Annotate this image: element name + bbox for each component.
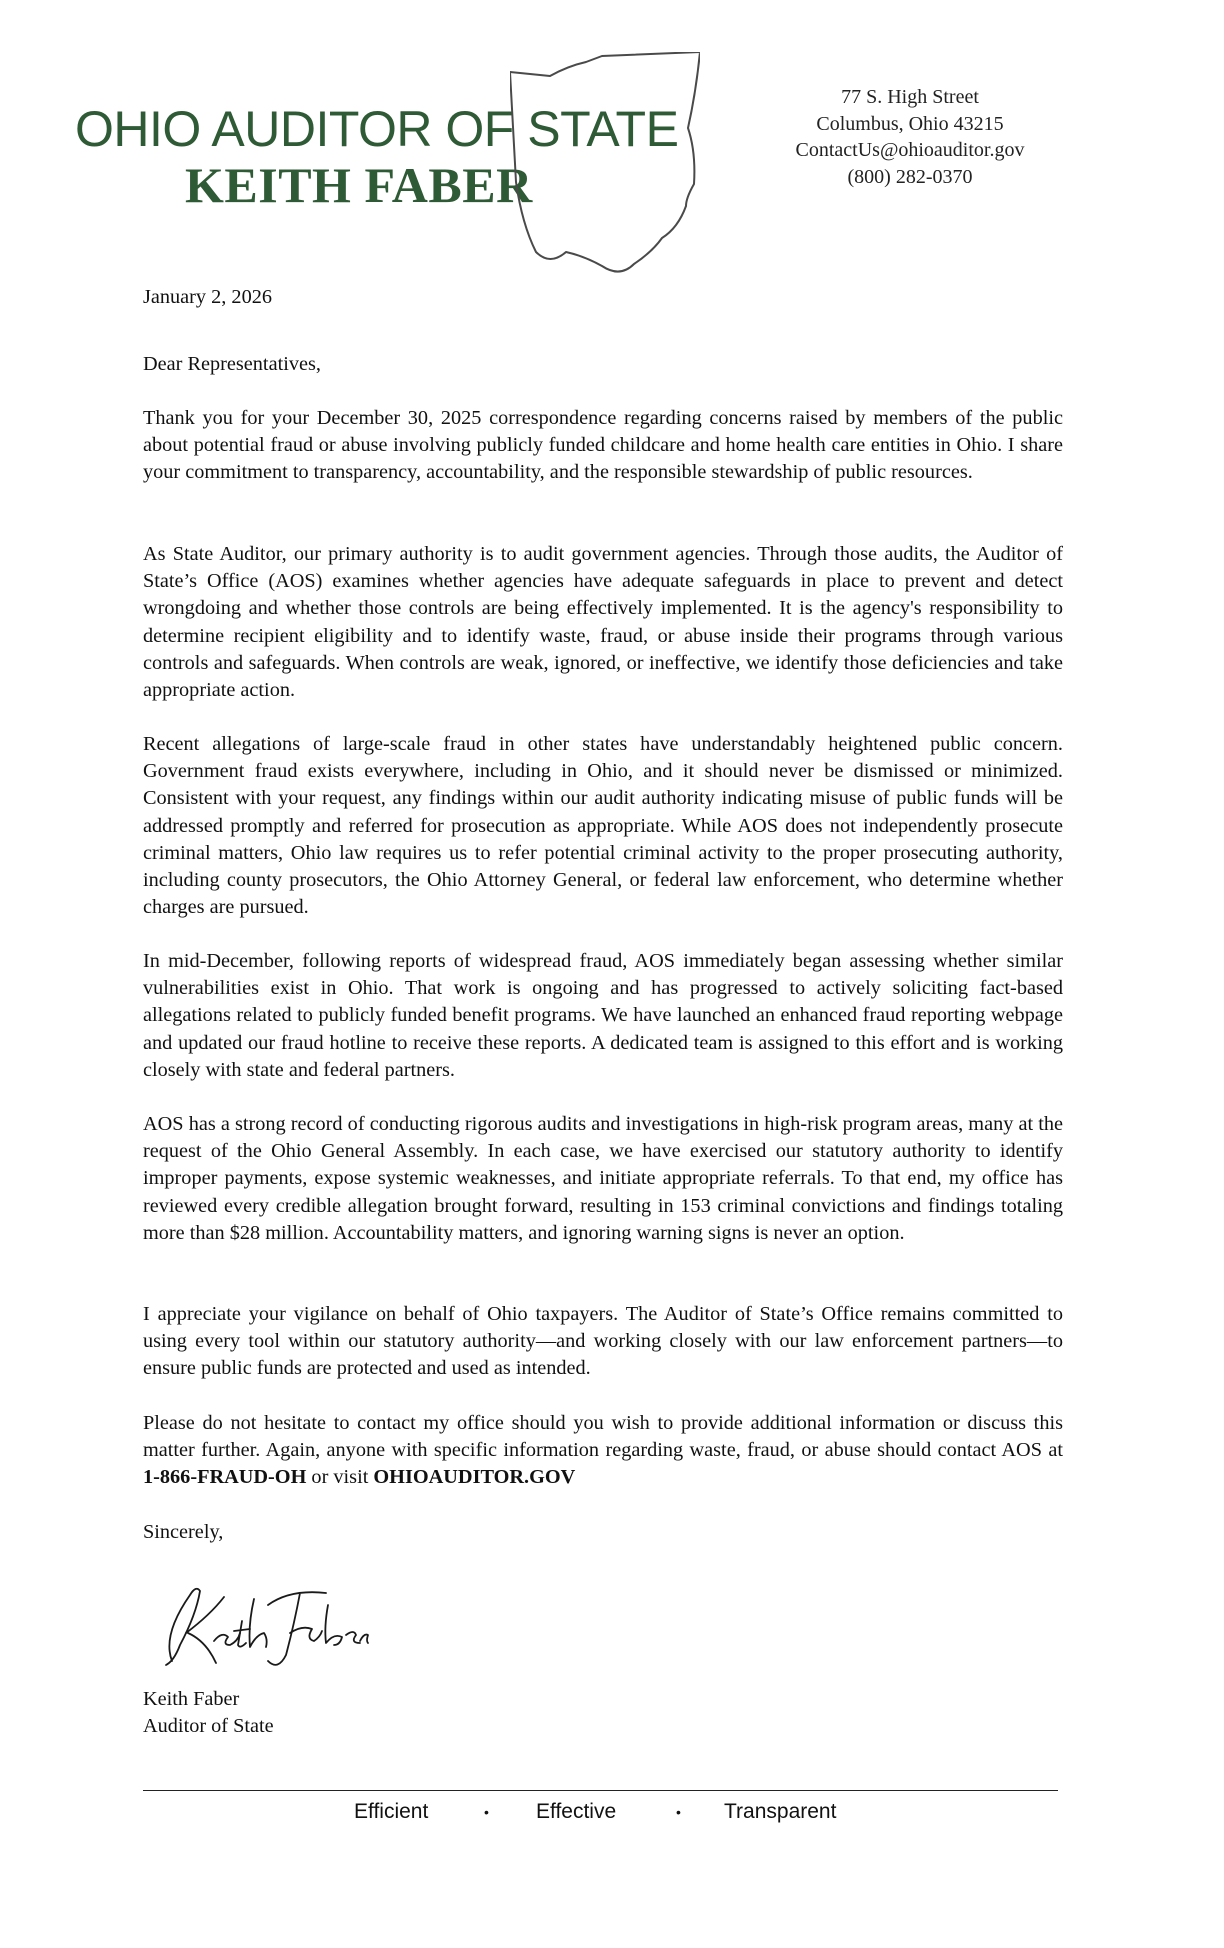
paragraph-4: In mid-December, following reports of widespread fraud, AOS immediately began assessing whether similar vulnerabilities exist in Ohio. That work is ongoing and has progressed to actively soliciting fact-based allegations related to publicly funded benefit programs. We have launched an enhanced fraud reporting webpage and updated our fraud hotline to receive these reports. A dedicated team is assigned to this effort and is working closely with state and federal partners. [143,950,1063,1081]
website-link[interactable]: OHIOAUDITOR.GOV [373,1466,576,1489]
paragraph-5: AOS has a strong record of conducting rigorous audits and investigations in high-risk program areas, many at the request of the Ohio General Assembly. In each case, we have exercised our statutory authority to identify improper payments, expose systemic weaknesses, and initiate appropriate referrals. To that end, my office has reviewed every credible allegation brought forward, resulting in 153 criminal convictions and findings totaling more than $28 million. Accountability matters, and ignoring warning signs is never an option. [143,1113,1063,1244]
paragraph-3: Recent allegations of large-scale fraud in other states have understandably heightened public concern. Government fraud exists everywhere, including in Ohio, and it should never be dismissed or minimized. Consistent with your request, any findings within our audit authority indicating misuse of public funds will be addressed promptly and referred for prosecution as appropriate. While AOS does not independently prosecute criminal matters, Ohio law requires us to refer potential criminal activity to the proper prosecuting authority, including county prosecutors, the Ohio Attorney General, or federal law enforcement, who determine whether charges are pursued. [143,733,1063,919]
handwritten-signature [150,1575,370,1675]
address-street: 77 S. High Street [841,86,979,108]
fraud-hotline: 1-866-FRAUD-OH [143,1466,307,1489]
footer-values [143,1800,1058,1830]
paragraph-7-connector: or visit [306,1466,374,1489]
letterhead-name: KEITH FABER [185,157,533,213]
footer-divider [143,1790,1058,1791]
footer-value-transparent: Transparent [724,1800,837,1823]
closing: Sincerely, [143,1521,224,1543]
footer-value-effective: Effective [536,1800,617,1823]
contact-phone: (800) 282-0370 [847,165,973,188]
paragraph-1: Thank you for your December 30, 2025 correspondence regarding concerns raised by members of the public about potential fraud or abuse involving publicly funded childcare and home health care entities in Ohio. I share your commitment to transparency, accountability, and the responsible stewardship of public resources. [143,407,1063,484]
footer-value-efficient: Efficient [354,1800,429,1823]
paragraph-2: As State Auditor, our primary authority is to audit government agencies. Through those audits, the Auditor of State’s Office (AOS) examines whether agencies have adequate safeguards in place to prevent and detect wrongdoing and whether those controls are being effectively implemented. It is the agency's responsibility to determine recipient eligibility and to identify waste, fraud, or abuse inside their programs through various controls and safeguards. When controls are weak, ignored, or ineffective, we identify those deficiencies and take appropriate action. [143,543,1063,702]
paragraph-7 [143,1410,1063,1492]
salutation: Dear Representatives, [143,353,321,375]
signer-title: Auditor of State [143,1715,274,1737]
footer-bullet-2: • [676,1804,681,1820]
paragraph-6: I appreciate your vigilance on behalf of Ohio taxpayers. The Auditor of State’s Office remains committed to using every tool within our statutory authority—and working closely with our law enforcement partners—to ensure public funds are protected and used as intended. [143,1303,1063,1380]
footer-bullet-1: • [484,1804,489,1820]
ohio-state-outline-icon [510,52,700,278]
contact-email: ContactUs@ohioauditor.gov [795,139,1025,161]
address-city: Columbus, Ohio 43215 [816,112,1004,135]
letterhead-agency: OHIO AUDITOR OF STATE [75,101,679,157]
letter-date: January 2, 2026 [143,286,272,308]
contact-block [760,84,1060,190]
paragraph-7-text: Please do not hesitate to contact my office should you wish to provide additional information or discuss this matter further. Again, anyone with specific information regarding waste, fraud, or abuse should contact AOS at [143,1412,1063,1462]
signer-name: Keith Faber [143,1688,240,1710]
